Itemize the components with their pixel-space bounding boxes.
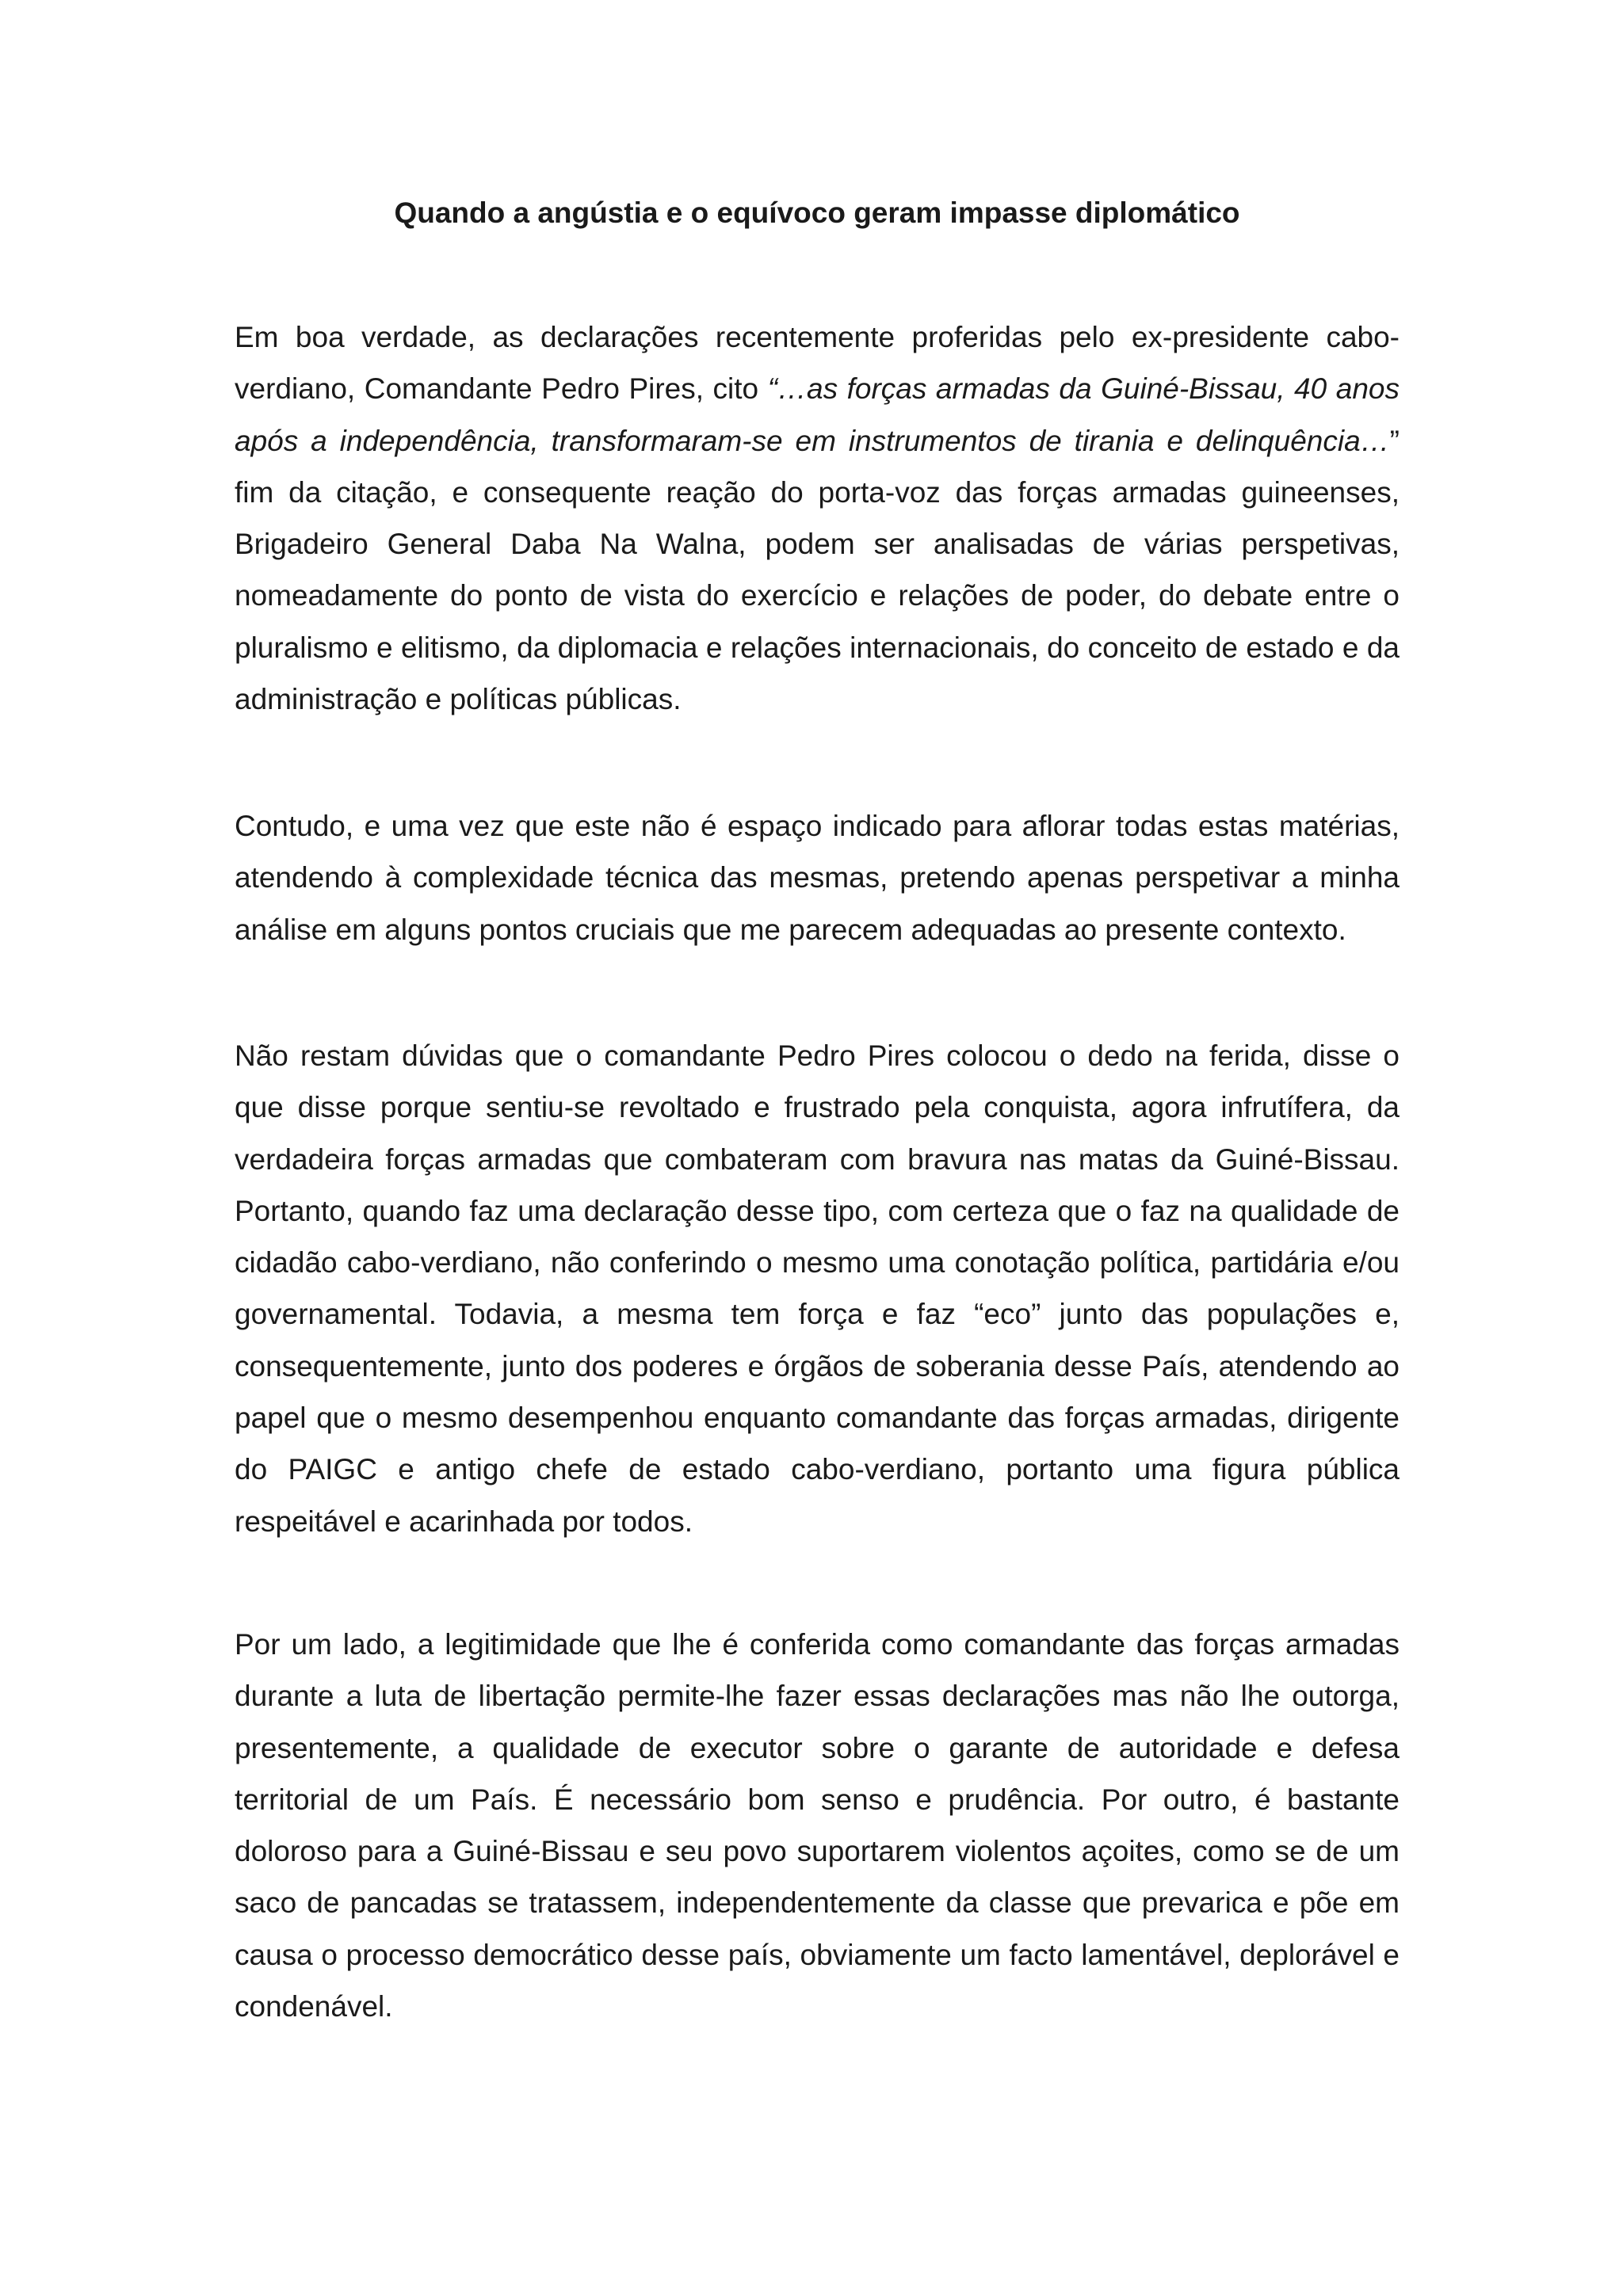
paragraph-1-quote: “…as forças armadas da Guiné-Bissau, 40 anos após a independência, transformaram-se em instrumentos de tirania e delinquência… (235, 372, 1400, 457)
paragraph-2: Contudo, e uma vez que este não é espaço indicado para aflorar todas estas matérias, atendendo à complexidade técnica das mesmas, pretendo apenas perspetivar a minha análise em alguns pontos cruciais que me parecem adequadas ao presente contexto. (235, 810, 1400, 946)
paragraph-1-intro: Em boa verdade, as declarações recentemente proferidas pelo ex-presidente cabo-verdiano, Comandante Pedro Pires, cito (235, 321, 1400, 406)
paragraph-4: Por um lado, a legitimidade que lhe é conferida como comandante das forças armadas durante a luta de libertação permite-lhe fazer essas declarações mas não lhe outorga, presentemente, a qualidade de executor sobre o garante de autoridade e defesa territorial de um País. É necessário bom senso e prudência. Por outro, é bastante doloroso para a Guiné-Bissau e seu povo suportarem violentos açoites, como se de um saco de pancadas se tratassem, independentemente da classe que prevarica e põe em causa o processo democrático desse país, obviamente um facto lamentável, deplorável e condenável. (235, 1628, 1400, 2023)
paragraph-1-continuation: ” fim da citação, e consequente reação do porta-voz das forças armadas guineenses, Brigadeiro General Daba Na Walna, podem ser analisadas de várias perspetivas, nomeadamente do ponto de vista do exercício e relações de poder, do debate entre o pluralismo e elitismo, da diplomacia e relações internacionais, do conceito de estado e da administração e políticas públicas. (235, 424, 1400, 716)
paragraph-1 (235, 311, 1400, 725)
document-title: Quando a angústia e o equívoco geram impasse diplomático (394, 196, 1240, 229)
paragraph-3: Não restam dúvidas que o comandante Pedro Pires colocou o dedo na ferida, disse o que disse porque sentiu-se revoltado e frustrado pela conquista, agora infrutífera, da verdadeira forças armadas que combateram com bravura nas matas da Guiné-Bissau. Portanto, quando faz uma declaração desse tipo, com certeza que o faz na qualidade de cidadão cabo-verdiano, não conferindo o mesmo uma conotação política, partidária e/ou governamental. Todavia, a mesma tem força e faz “eco” junto das populações e, consequentemente, junto dos poderes e órgãos de soberania desse País, atendendo ao papel que o mesmo desempenhou enquanto comandante das forças armadas, dirigente do PAIGC e antigo chefe de estado cabo-verdiano, portanto uma figura pública respeitável e acarinhada por todos. (235, 1039, 1400, 1538)
